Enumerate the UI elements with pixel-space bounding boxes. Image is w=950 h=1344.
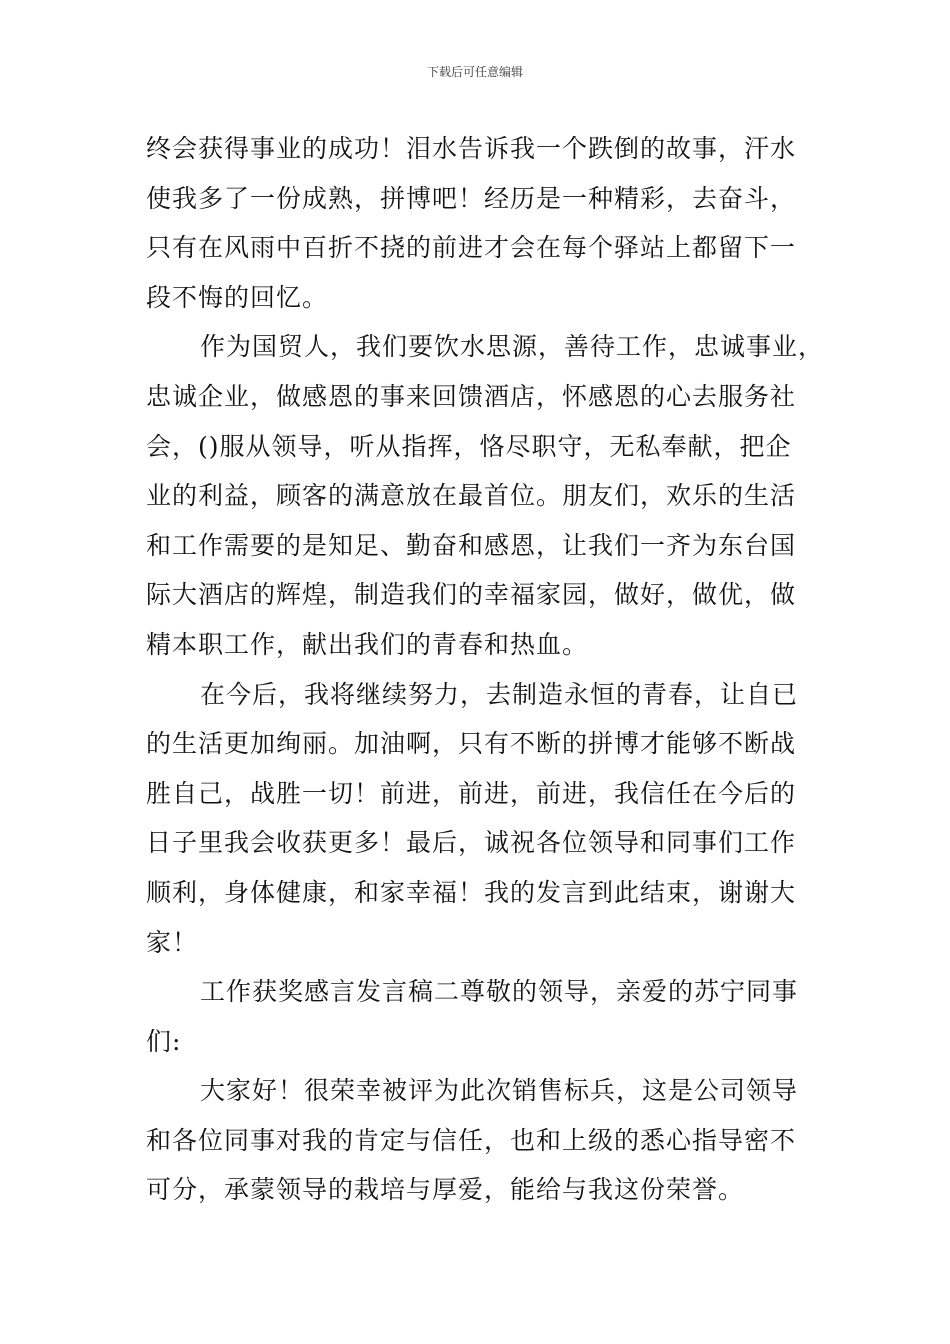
text-line: 业的利益，顾客的满意放在最首位。朋友们，欢乐的生活 bbox=[146, 481, 797, 511]
text-line: 忠诚企业，做感恩的事来回馈酒店，怀感恩的心去服务社 bbox=[146, 381, 797, 411]
text-line: 可分，承蒙领导的栽培与厚爱，能给与我这份荣誉。 bbox=[146, 1175, 745, 1205]
text-line: 会，()服从领导，听从指挥，恪尽职守，无私奉献，把企 bbox=[146, 431, 792, 461]
paragraph-start-line: 工作获奖感言发言稿二尊敬的领导，亲爱的苏宁同事 bbox=[200, 977, 799, 1007]
text-line: 段不悔的回忆。 bbox=[146, 282, 329, 312]
paragraph-start-line: 大家好！很荣幸被评为此次销售标兵，这是公司领导 bbox=[200, 1076, 799, 1106]
text-line: 和工作需要的是知足、勤奋和感恩，让我们一齐为东台国 bbox=[146, 530, 797, 560]
text-line: 只有在风雨中百折不挠的前进才会在每个驿站上都留下一 bbox=[146, 233, 797, 263]
text-line: 际大酒店的辉煌，制造我们的幸福家园，做好，做优，做 bbox=[146, 580, 797, 610]
text-line: 们: bbox=[146, 1026, 182, 1056]
text-line: 和各位同事对我的肯定与信任，也和上级的悉心指导密不 bbox=[146, 1125, 797, 1155]
text-line: 家！ bbox=[146, 927, 199, 957]
document-body bbox=[146, 124, 825, 1215]
text-line: 精本职工作，献出我们的青春和热血。 bbox=[146, 629, 589, 659]
page-header: 下载后可任意编辑 bbox=[426, 65, 523, 79]
text-line: 的生活更加绚丽。加油啊，只有不断的拼博才能够不断战 bbox=[146, 729, 797, 759]
text-line: 胜自己，战胜一切！前进，前进，前进，我信任在今后的 bbox=[146, 778, 797, 808]
paragraph-start-line: 作为国贸人，我们要饮水思源，善待工作，忠诚事业， bbox=[200, 332, 825, 362]
text-line: 顺利，身体健康，和家幸福！我的发言到此结束，谢谢大 bbox=[146, 877, 797, 907]
text-line: 终会获得事业的成功！泪水告诉我一个跌倒的故事，汗水 bbox=[146, 134, 797, 163]
paragraph-start-line: 在今后，我将继续努力，去制造永恒的青春，让自已 bbox=[200, 679, 799, 709]
text-line: 使我多了一份成熟，拼博吧！经历是一种精彩，去奋斗， bbox=[146, 183, 797, 213]
text-line: 日子里我会收获更多！最后，诚祝各位领导和同事们工作 bbox=[146, 828, 797, 858]
